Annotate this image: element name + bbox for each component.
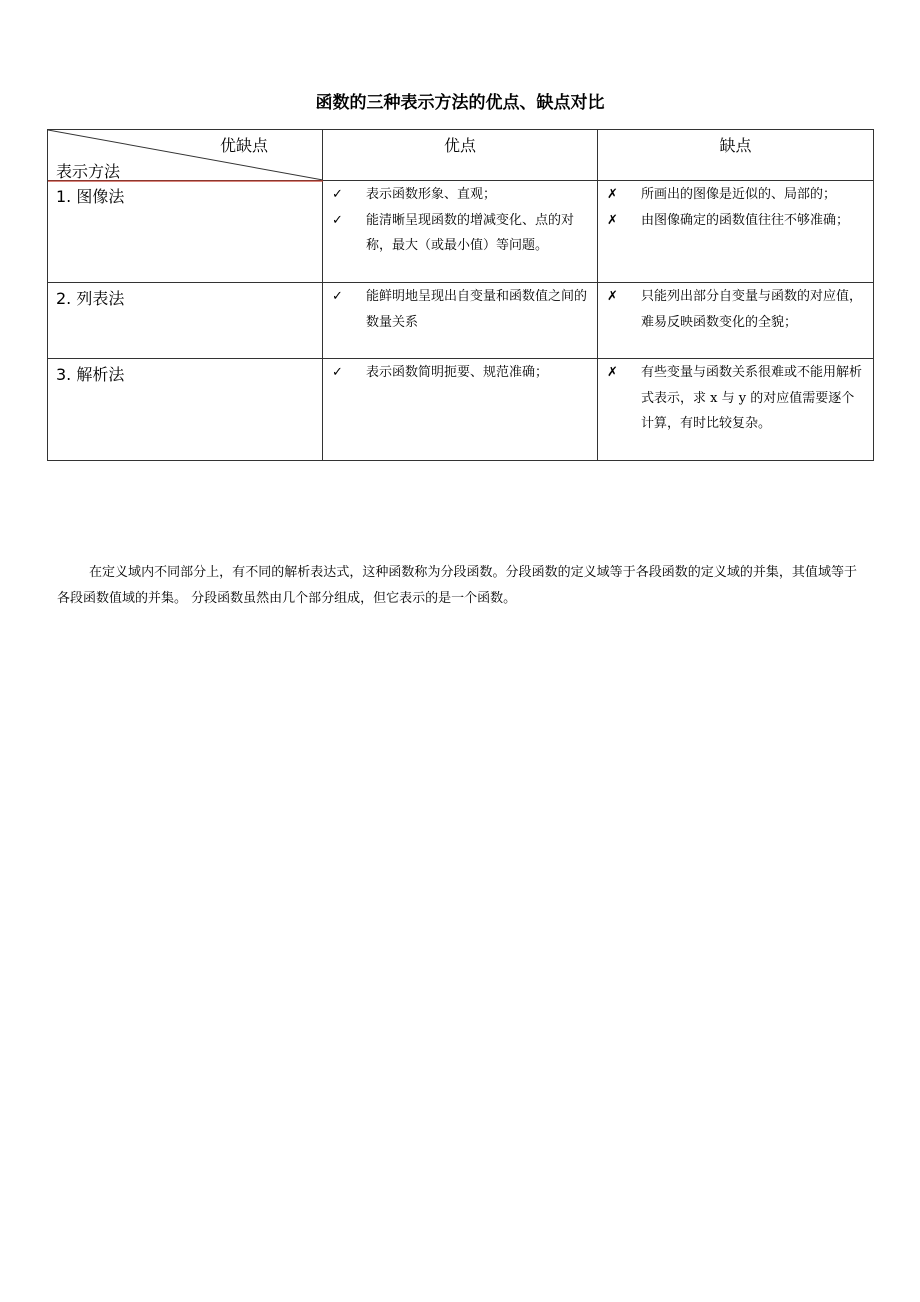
- table-header-row: [48, 130, 874, 181]
- list-item: ✗ 只能列出部分自变量与函数的对应值，难易反映函数变化的全貌；: [604, 284, 863, 335]
- check-icon: ✓: [332, 187, 343, 202]
- method-cell: 1. 图像法: [48, 181, 323, 283]
- cons-cell: [598, 283, 874, 359]
- page-title: 函数的三种表示方法的优点、缺点对比: [315, 93, 605, 113]
- cross-icon: ✗: [607, 187, 618, 202]
- table-row: [48, 359, 874, 461]
- method-cell: 3. 解析法: [48, 359, 323, 461]
- table-row: [48, 181, 874, 283]
- pros-cell: [323, 181, 598, 283]
- check-icon: ✓: [332, 212, 343, 228]
- pros-cell: [323, 283, 598, 359]
- check-icon: ✓: [332, 289, 343, 304]
- header-corner-top-label: 优缺点: [219, 136, 268, 155]
- cross-icon: ✗: [607, 212, 618, 228]
- pros-cell: [323, 359, 598, 461]
- header-pros: 优点: [323, 130, 598, 181]
- list-item: ✓ 能鲜明地呈现出自变量和函数值之间的数量关系: [329, 284, 587, 335]
- list-item: ✓ 表示函数形象、直观；: [329, 182, 587, 208]
- table-row: [48, 283, 874, 359]
- body-paragraph: 在定义域内不同部分上，有不同的解析表达式，这种函数称为分段函数。分段函数的定义域等于各段函数的定义域的并集，其值域等于各段函数值域的并集。 分段函数虽然由几个部分组成，但它表示的是一个函数。: [57, 565, 857, 606]
- cons-cell: [598, 359, 874, 461]
- list-item: ✗ 由图像确定的函数值往往不够准确；: [604, 208, 863, 234]
- cross-icon: ✗: [607, 289, 618, 304]
- list-item: ✗ 所画出的图像是近似的、局部的；: [604, 182, 863, 208]
- list-item: ✓ 表示函数简明扼要、规范准确；: [329, 360, 587, 386]
- comparison-table: [47, 129, 874, 461]
- cons-cell: [598, 181, 874, 283]
- header-corner-bottom-label: 表示方法: [56, 162, 121, 181]
- cross-icon: ✗: [607, 365, 618, 380]
- check-icon: ✓: [332, 365, 343, 380]
- header-corner-cell: [48, 130, 323, 181]
- list-item: ✓ 能清晰呈现函数的增减变化、点的对称，最大（或最小值）等问题。: [329, 208, 587, 259]
- list-item: ✗ 有些变量与函数关系很难或不能用解析式表示，求 x 与 y 的对应值需要逐个计算，有时比较复杂。: [604, 360, 863, 437]
- header-cons: 缺点: [598, 130, 874, 181]
- method-cell: 2. 列表法: [48, 283, 323, 359]
